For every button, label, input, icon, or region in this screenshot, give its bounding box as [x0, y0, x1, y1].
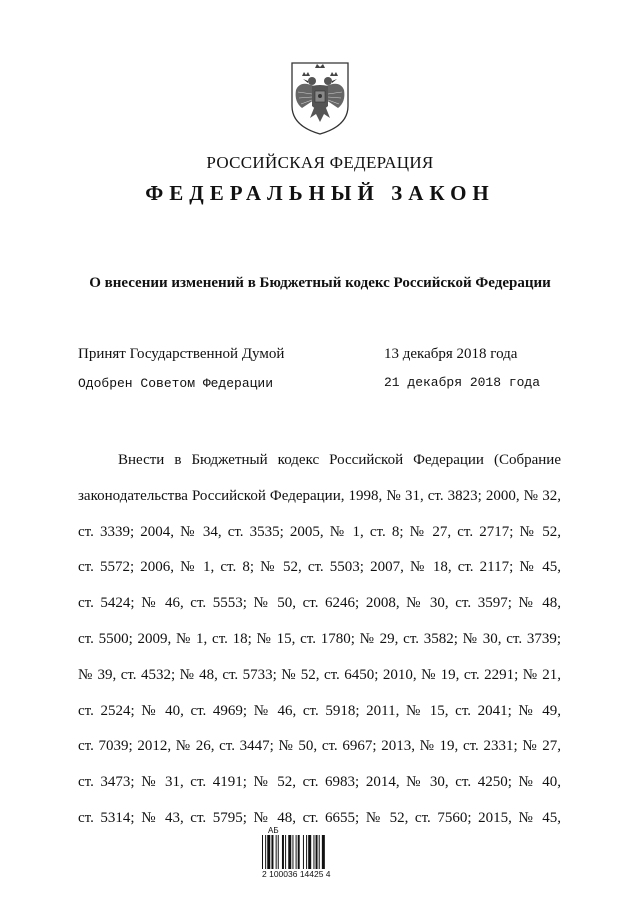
document-title: О внесении изменений в Бюджетный кодекс Российской Федерации	[89, 275, 551, 291]
adoption-council-label: Одобрен Советом Федерации	[78, 376, 274, 391]
russian-coat-of-arms-icon	[288, 60, 352, 136]
adoption-duma-date: 13 декабря 2018 года	[384, 346, 518, 362]
body-line: № 39, ст. 4532; № 48, ст. 5733; № 52, ст. 6450; 2010, № 19, ст. 2291; № 21,	[78, 666, 561, 683]
barcode	[262, 835, 342, 869]
adoption-council-date: 21 декабря 2018 года	[384, 375, 541, 390]
barcode-number: 2 100036 14425 4	[262, 869, 331, 879]
body-line: ст. 2524; № 40, ст. 4969; № 46, ст. 5918; 2011, № 15, ст. 2041; № 49,	[78, 702, 561, 719]
body-line: законодательства Российской Федерации, 1998, № 31, ст. 3823; 2000, № 32,	[78, 487, 561, 504]
registration-mark: АБ	[268, 826, 279, 835]
body-line: Внести в Бюджетный кодекс Российской Федерации (Собрание	[118, 452, 561, 468]
country-name: РОССИЙСКАЯ ФЕДЕРАЦИЯ	[206, 153, 434, 172]
document-type: ФЕДЕРАЛЬНЫЙ ЗАКОН	[145, 181, 495, 205]
body-line: ст. 5500; 2009, № 1, ст. 18; № 15, ст. 1780; № 29, ст. 3582; № 30, ст. 3739;	[78, 630, 561, 647]
adoption-duma-label: Принят Государственной Думой	[78, 346, 285, 362]
body-line: ст. 3339; 2004, № 34, ст. 3535; 2005, № 1, ст. 8; № 27, ст. 2717; № 52,	[78, 523, 561, 540]
law-body-paragraph	[78, 443, 561, 837]
body-line: ст. 5572; 2006, № 1, ст. 8; № 52, ст. 5503; 2007, № 18, ст. 2117; № 45,	[78, 559, 561, 576]
body-line: ст. 5424; № 46, ст. 5553; № 50, ст. 6246; 2008, № 30, ст. 3597; № 48,	[78, 595, 561, 612]
body-line: ст. 7039; 2012, № 26, ст. 3447; № 50, ст. 6967; 2013, № 19, ст. 2331; № 27,	[78, 738, 561, 755]
body-line: ст. 5314; № 43, ст. 5795; № 48, ст. 6655; № 52, ст. 7560; 2015, № 45,	[78, 809, 561, 826]
body-line: ст. 3473; № 31, ст. 4191; № 52, ст. 6983; 2014, № 30, ст. 4250; № 40,	[78, 774, 561, 791]
